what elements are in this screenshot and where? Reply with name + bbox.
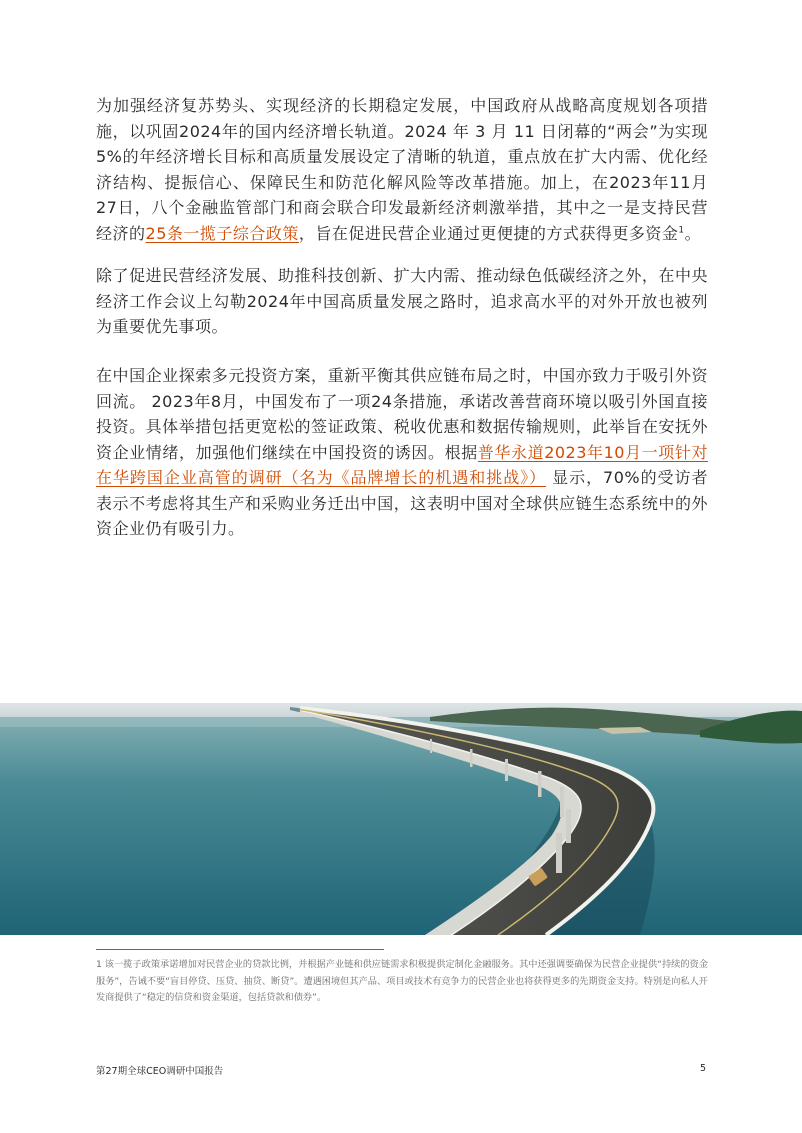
paragraph-text: 显示，70%的受访者表示不考虑将其生产和采购业务迁出中国，这表明中国对全球供应链生态系统中的外资企业仍有吸引力。 <box>96 468 708 538</box>
paragraph-opening-up <box>96 263 708 340</box>
footnote-divider <box>96 949 384 950</box>
footnote-text: 该一揽子政策承诺增加对民营企业的贷款比例，并根据产业链和供应链需求积极提供定制化金融服务。其中还强调要确保为民营企业提供“持续的资金服务”，告诫不要“盲目停贷、压贷、抽贷、断贷”。遭遇困境但其产品、项目或技术有竞争力的民营企业也将获得更多的先期资金支持。特别是向私人开发商提供了“稳定的信贷和资金渠道，包括贷款和债券”。 <box>96 959 708 1003</box>
paragraph-text: 除了促进民营经济发展、助推科技创新、扩大内需、推动绿色低碳经济之外，在中央经济工作会议上勾勒2024年中国高质量发展之路时，追求高水平的对外开放也被列为重要优先事项。 <box>96 266 708 336</box>
bridge-over-sea-photo <box>0 703 802 935</box>
footnote <box>96 957 708 1007</box>
paragraph-text: 为加强经济复苏势头、实现经济的长期稳定发展，中国政府从战略高度规划各项措施，以巩固2024年的国内经济增长轨道。2024 年 3 月 11 日闭幕的“两会”为实现5%的年经济增长目标和高质量发展设定了清晰的轨道，重点放在扩大内需、优化经济结构、提振信心、保障民生和防范化解风险等改革措施。加上，在2023年11月27日，八个金融监管部门和商会联合印发最新经济刺激举措，其中之一是支持民营经济的 <box>96 96 708 243</box>
paragraph-foreign-investment <box>96 363 708 542</box>
paragraph-text: 。 <box>684 223 702 243</box>
footnote-reference[interactable]: 1 <box>678 225 685 236</box>
paragraph-economic-recovery <box>96 93 708 246</box>
footnote-number: 1 <box>96 959 102 970</box>
link-pwc-survey[interactable]: 普华永道2023年10月一项针对在华跨国企业高管的调研（名为《品牌增长的机遇和挑战》） <box>96 442 708 487</box>
footer-report-title: 第27期全球CEO调研中国报告 <box>96 1066 224 1077</box>
paragraph-text: 在中国企业探索多元投资方案，重新平衡其供应链布局之时，中国亦致力于吸引外资回流。 2023年8月，中国发布了一项24条措施，承诺改善营商环境以吸引外国直接投资。具体举措包括更宽松的签证政策、税收优惠和数据传输规则，此举旨在安抚外资企业情绪，加强他们继续在中国投资的诱因。根据 <box>96 366 708 462</box>
link-25-policy-package[interactable]: 25条一揽子综合政策 <box>145 223 299 243</box>
page-number: 5 <box>700 1063 707 1074</box>
paragraph-text: ，旨在促进民营企业通过更便捷的方式获得更多资金 <box>298 223 679 243</box>
